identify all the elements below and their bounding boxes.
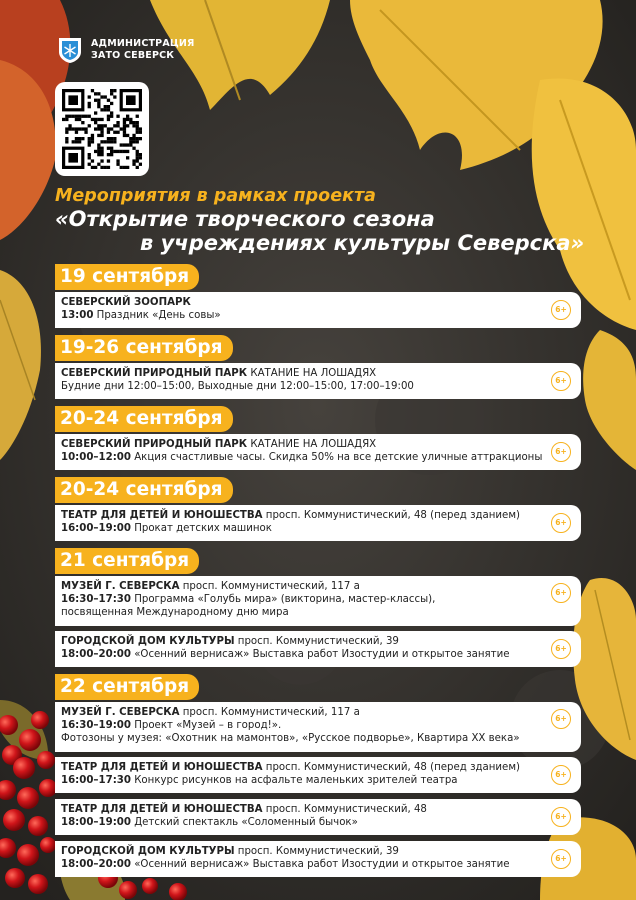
event-description: Детский спектакль «Соломенный бычок» xyxy=(130,817,358,828)
age-rating-badge: 6+ xyxy=(551,583,571,603)
event-address: просп. Коммунистический, 39 xyxy=(234,846,399,857)
event-time: 10:00–12:00 xyxy=(61,452,131,463)
event-card xyxy=(55,841,581,877)
event-address: просп. Коммунистический, 48 xyxy=(262,804,427,815)
event-description: Конкурс рисунков на асфальте маленьких зрителей театра xyxy=(130,775,458,786)
event-card xyxy=(55,631,581,667)
event-description: «Осенний вернисаж» Выставка работ Изостудии и открытое занятие xyxy=(130,649,510,660)
event-time: 16:30–17:30 xyxy=(61,594,131,605)
administration-logo xyxy=(57,36,195,64)
event-address: КАТАНИЕ НА ЛОШАДЯХ xyxy=(247,439,377,450)
event-time: 18:00–20:00 xyxy=(61,649,131,660)
event-venue: ТЕАТР ДЛЯ ДЕТЕЙ И ЮНОШЕСТВА xyxy=(61,804,263,815)
qr-code[interactable] xyxy=(55,82,149,176)
event-description: Прокат детских машинок xyxy=(130,523,272,534)
date-tag: 22 сентября xyxy=(55,674,199,700)
event-address: просп. Коммунистический, 48 (перед зданием) xyxy=(262,510,520,521)
event-description-continued: Фотозоны у музея: «Охотник на мамонтов», «Русское подворье», Квартира XX века» xyxy=(61,733,520,744)
headline-subtitle: Мероприятия в рамках проекта xyxy=(55,186,376,206)
event-description: Программа «Голубь мира» (викторина, мастер-классы), xyxy=(130,594,436,605)
event-time: 18:00–20:00 xyxy=(61,859,131,870)
age-rating-badge: 6+ xyxy=(551,807,571,827)
event-time: 16:00–19:00 xyxy=(61,523,131,534)
event-venue: МУЗЕЙ Г. СЕВЕРСКА xyxy=(61,707,180,718)
event-venue: СЕВЕРСКИЙ ПРИРОДНЫЙ ПАРК xyxy=(61,439,248,450)
event-card xyxy=(55,292,581,328)
event-address: просп. Коммунистический, 117 а xyxy=(179,581,360,592)
date-tag: 21 сентября xyxy=(55,548,199,574)
headline-title-line-1: «Открытие творческого сезона xyxy=(55,207,435,231)
event-time: 16:00–17:30 xyxy=(61,775,131,786)
age-rating-badge: 6+ xyxy=(551,300,571,320)
event-time: 13:00 xyxy=(61,310,94,321)
logo-line-1: АДМИНИСТРАЦИЯ xyxy=(91,38,195,49)
date-tag: 19-26 сентября xyxy=(55,335,233,361)
event-card xyxy=(55,576,581,626)
headline-title-line-2: в учреждениях культуры Северска» xyxy=(140,231,585,255)
event-venue: СЕВЕРСКИЙ ЗООПАРК xyxy=(61,297,191,308)
event-venue: МУЗЕЙ Г. СЕВЕРСКА xyxy=(61,581,180,592)
logo-line-2: ЗАТО СЕВЕРСК xyxy=(91,50,175,61)
event-address: просп. Коммунистический, 39 xyxy=(234,636,399,647)
event-description: Проект «Музей – в город!». xyxy=(130,720,282,731)
event-address: просп. Коммунистический, 117 а xyxy=(179,707,360,718)
age-rating-badge: 6+ xyxy=(551,849,571,869)
event-time: 16:30–19:00 xyxy=(61,720,131,731)
event-description-continued: посвященная Международному дню мира xyxy=(61,607,289,618)
event-venue: ГОРОДСКОЙ ДОМ КУЛЬТУРЫ xyxy=(61,636,235,647)
event-card xyxy=(55,434,581,470)
event-address: КАТАНИЕ НА ЛОШАДЯХ xyxy=(247,368,377,379)
age-rating-badge: 6+ xyxy=(551,765,571,785)
date-tag: 19 сентября xyxy=(55,264,199,290)
age-rating-badge: 6+ xyxy=(551,513,571,533)
age-rating-badge: 6+ xyxy=(551,639,571,659)
qr-code-image xyxy=(62,89,142,169)
event-venue: ТЕАТР ДЛЯ ДЕТЕЙ И ЮНОШЕСТВА xyxy=(61,762,263,773)
age-rating-badge: 6+ xyxy=(551,709,571,729)
age-rating-badge: 6+ xyxy=(551,442,571,462)
event-venue: СЕВЕРСКИЙ ПРИРОДНЫЙ ПАРК xyxy=(61,368,248,379)
event-description: «Осенний вернисаж» Выставка работ Изостудии и открытое занятие xyxy=(130,859,510,870)
event-description: Будние дни 12:00–15:00, Выходные дни 12:00–15:00, 17:00–19:00 xyxy=(61,381,414,392)
event-venue: ТЕАТР ДЛЯ ДЕТЕЙ И ЮНОШЕСТВА xyxy=(61,510,263,521)
date-tag: 20-24 сентября xyxy=(55,477,233,503)
headline xyxy=(55,185,615,255)
event-time: 18:00–19:00 xyxy=(61,817,131,828)
event-card xyxy=(55,702,581,752)
event-venue: ГОРОДСКОЙ ДОМ КУЛЬТУРЫ xyxy=(61,846,235,857)
event-description: Акция счастливые часы. Скидка 50% на все детские уличные аттракционы xyxy=(130,452,543,463)
event-description: Праздник «День совы» xyxy=(93,310,221,321)
event-card xyxy=(55,757,581,793)
event-card xyxy=(55,799,581,835)
date-tag: 20-24 сентября xyxy=(55,406,233,432)
event-card xyxy=(55,505,581,541)
event-address: просп. Коммунистический, 48 (перед зданием) xyxy=(262,762,520,773)
age-rating-badge: 6+ xyxy=(551,371,571,391)
city-emblem-icon xyxy=(57,36,83,64)
event-card xyxy=(55,363,581,399)
